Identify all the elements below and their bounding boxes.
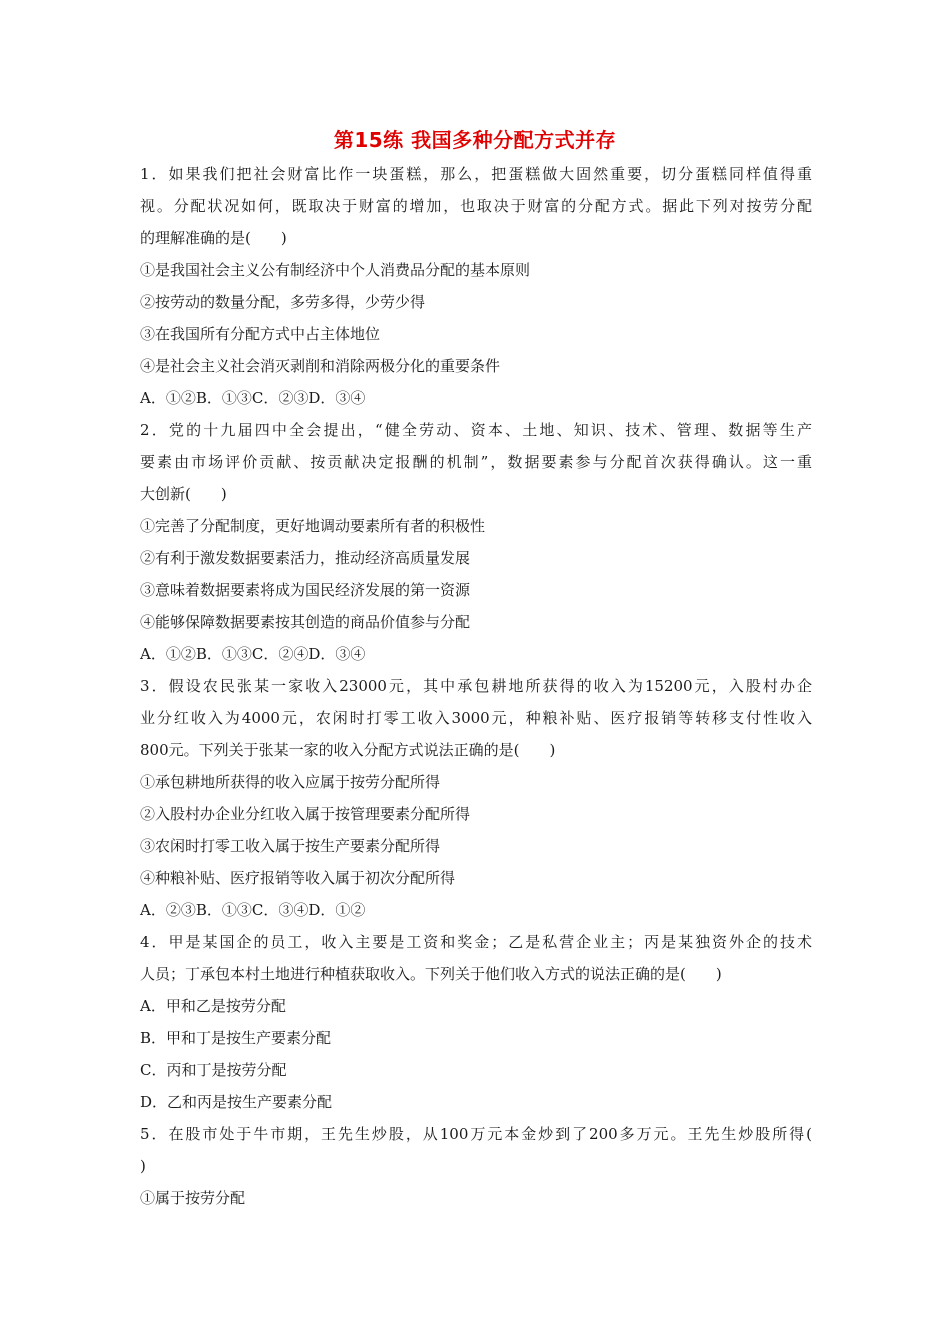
- question-stem-line: 5．在股市处于牛市期，王先生炒股，从100万元本金炒到了200多万元。王先生炒股所得(: [140, 1125, 812, 1143]
- question-5: [140, 1118, 812, 1214]
- document-body: [140, 158, 812, 1214]
- option-line: ①承包耕地所获得的收入应属于按劳分配所得: [140, 773, 441, 791]
- question-stem-line: 4．甲是某国企的员工，收入主要是工资和奖金；乙是私营企业主；丙是某独资外企的技术: [140, 933, 812, 951]
- question-stem-line: 1．如果我们把社会财富比作一块蛋糕，那么，把蛋糕做大固然重要，切分蛋糕同样值得重: [140, 165, 812, 183]
- option-line: ③在我国所有分配方式中占主体地位: [140, 325, 381, 343]
- option-line: B．甲和丁是按生产要素分配: [140, 1029, 332, 1047]
- option-line: ③农闲时打零工收入属于按生产要素分配所得: [140, 837, 441, 855]
- option-line: ④是社会主义社会消灭剥削和消除两极分化的重要条件: [140, 357, 501, 375]
- question-2: [140, 414, 812, 670]
- question-stem-line: 3．假设农民张某一家收入23000元，其中承包耕地所获得的收入为15200元，入股村办企: [140, 677, 812, 695]
- question-stem-line: 的理解准确的是( ): [140, 229, 287, 247]
- option-line: ②有利于激发数据要素活力，推动经济高质量发展: [140, 549, 471, 567]
- option-line: D．乙和丙是按生产要素分配: [140, 1093, 333, 1111]
- question-stem-line: 大创新( ): [140, 485, 227, 503]
- option-line: ①是我国社会主义公有制经济中个人消费品分配的基本原则: [140, 261, 531, 279]
- question-stem-line: 2．党的十九届四中全会提出，“健全劳动、资本、土地、知识、技术、管理、数据等生产: [140, 421, 812, 439]
- question-stem-line: 800元。下列关于张某一家的收入分配方式说法正确的是( ): [140, 741, 556, 759]
- option-line: ①属于按劳分配: [140, 1189, 246, 1207]
- option-line: ④能够保障数据要素按其创造的商品价值参与分配: [140, 613, 471, 631]
- answer-choices: A．①②B．①③C．②④D．③④: [140, 645, 366, 663]
- question-stem-line: 要素由市场评价贡献、按贡献决定报酬的机制”，数据要素参与分配首次获得确认。这一重: [140, 453, 812, 471]
- question-4: [140, 926, 812, 1118]
- page-title: 第15练 我国多种分配方式并存: [333, 128, 617, 152]
- question-3: [140, 670, 812, 926]
- option-line: A．甲和乙是按劳分配: [140, 997, 286, 1015]
- question-stem-line: 视。分配状况如何，既取决于财富的增加，也取决于财富的分配方式。据此下列对按劳分配: [140, 197, 812, 215]
- option-line: ①完善了分配制度，更好地调动要素所有者的积极性: [140, 517, 486, 535]
- option-line: ②按劳动的数量分配，多劳多得，少劳少得: [140, 293, 426, 311]
- option-line: ④种粮补贴、医疗报销等收入属于初次分配所得: [140, 869, 456, 887]
- option-line: ③意味着数据要素将成为国民经济发展的第一资源: [140, 581, 471, 599]
- answer-choices: A．①②B．①③C．②③D．③④: [140, 389, 366, 407]
- answer-choices: A．②③B．①③C．③④D．①②: [140, 901, 366, 919]
- question-1: [140, 158, 812, 414]
- question-stem-line: 业分红收入为4000元，农闲时打零工收入3000元，种粮补贴、医疗报销等转移支付性收入: [140, 709, 812, 727]
- option-line: C．丙和丁是按劳分配: [140, 1061, 287, 1079]
- question-stem-line: ): [140, 1157, 146, 1175]
- option-line: ②入股村办企业分红收入属于按管理要素分配所得: [140, 805, 471, 823]
- question-stem-line: 人员；丁承包本村土地进行种植获取收入。下列关于他们收入方式的说法正确的是( ): [140, 965, 722, 983]
